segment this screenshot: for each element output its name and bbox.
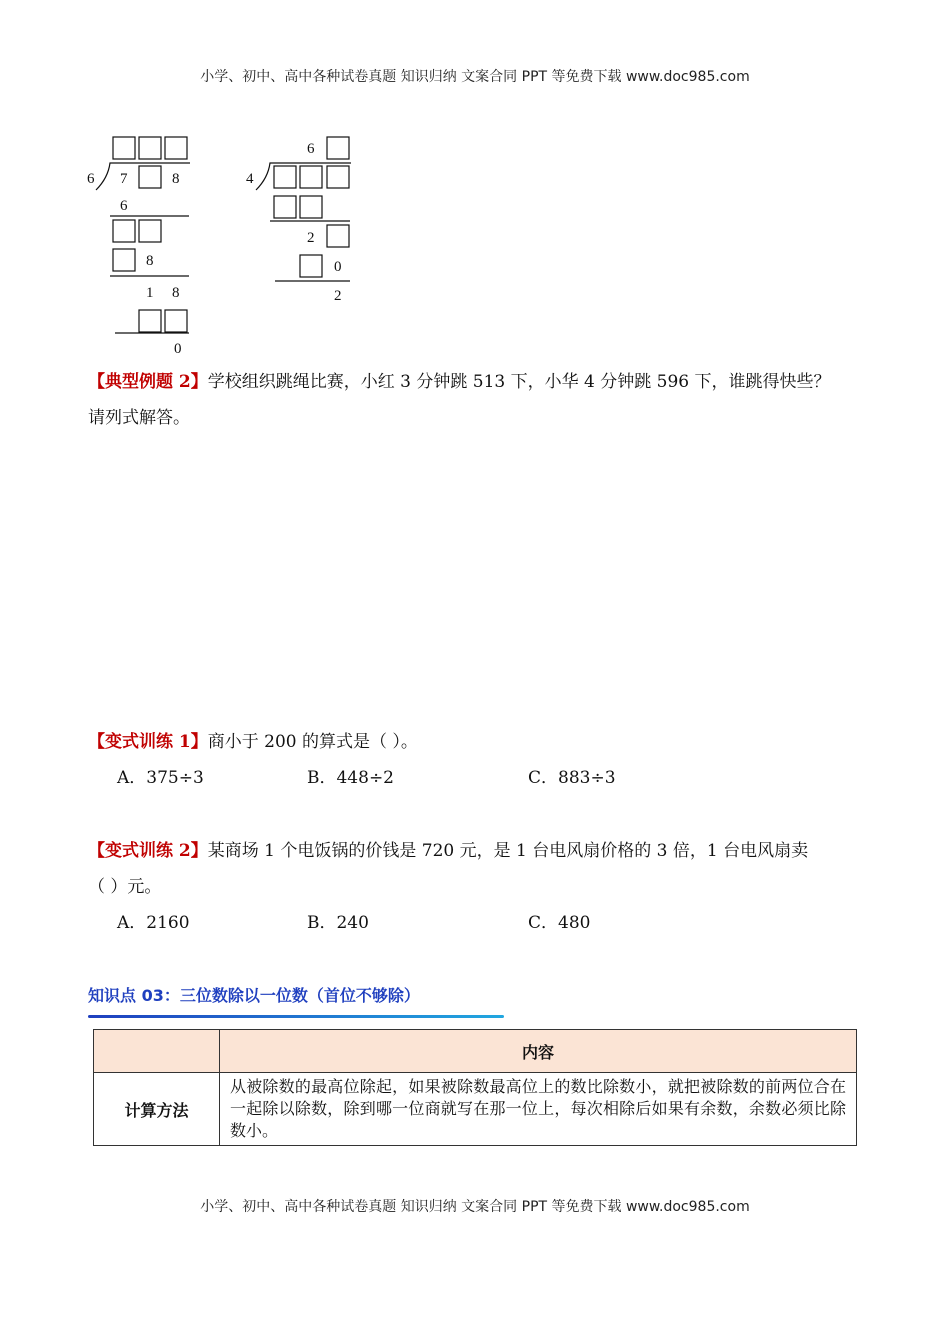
quotient-box bbox=[327, 137, 349, 159]
dividend-box bbox=[327, 166, 349, 188]
step-value: 1 bbox=[146, 285, 154, 301]
page-footer: 小学、初中、高中各种试卷真题 知识归纳 文案合同 PPT 等免费下载 www.doc985.com bbox=[200, 1199, 750, 1215]
page-header: 小学、初中、高中各种试卷真题 知识归纳 文案合同 PPT 等免费下载 www.doc985.com bbox=[200, 69, 750, 85]
quotient-digit: 6 bbox=[307, 141, 315, 157]
divisor: 6 bbox=[87, 171, 95, 187]
dividend-digit: 7 bbox=[120, 171, 128, 187]
step-box bbox=[300, 196, 322, 218]
option-a: A．2160 bbox=[117, 913, 190, 933]
step-box bbox=[274, 196, 296, 218]
dividend-box bbox=[139, 166, 161, 188]
table-row bbox=[94, 1073, 857, 1146]
step-box bbox=[139, 220, 161, 242]
variant-question: 某商场 1 个电饭锅的价钱是 720 元，是 1 台电风扇价格的 3 倍，1 台电风扇卖 bbox=[207, 841, 809, 861]
option-b: B．240 bbox=[307, 913, 369, 933]
example-2 bbox=[88, 370, 831, 394]
variant-tag: 【变式训练 1】 bbox=[88, 732, 208, 752]
dividend-digit: 8 bbox=[172, 171, 180, 187]
division-puzzle-2 bbox=[246, 137, 351, 304]
table-header-row bbox=[94, 1030, 857, 1073]
division-puzzle-1 bbox=[87, 137, 190, 357]
step-box bbox=[300, 255, 322, 277]
divisor: 4 bbox=[246, 171, 254, 187]
option-c: C．480 bbox=[528, 913, 591, 933]
table-header-empty bbox=[94, 1030, 220, 1073]
quotient-box-3 bbox=[165, 137, 187, 159]
example-tag: 【典型例题 2】 bbox=[88, 372, 208, 392]
step-value: 8 bbox=[172, 285, 180, 301]
variant-1 bbox=[88, 730, 418, 754]
step-box bbox=[327, 225, 349, 247]
variant-tag: 【变式训练 2】 bbox=[88, 841, 208, 861]
step-box bbox=[113, 249, 135, 271]
quotient-box-2 bbox=[139, 137, 161, 159]
option-c: C．883÷3 bbox=[528, 768, 616, 788]
step-box bbox=[165, 310, 187, 332]
variant-question: 商小于 200 的算式是（ ）。 bbox=[207, 732, 418, 752]
row-content: 从被除数的最高位除起，如果被除数最高位上的数比除数小，就把被除数的前两位合在一起除以除数，除到哪一位商就写在那一位上，每次相除后如果有余数，余数必须比除数小。 bbox=[220, 1073, 857, 1146]
remainder: 2 bbox=[334, 288, 342, 304]
step-box bbox=[113, 220, 135, 242]
table-header-content: 内容 bbox=[220, 1030, 857, 1073]
option-b: B．448÷2 bbox=[307, 768, 395, 788]
remainder: 0 bbox=[174, 341, 182, 357]
example-2-line2: 请列式解答。 bbox=[88, 408, 190, 428]
knowledge-table bbox=[93, 1029, 857, 1146]
step-box bbox=[139, 310, 161, 332]
example-text: 学校组织跳绳比赛，小红 3 分钟跳 513 下，小华 4 分钟跳 596 下，谁跳得快些？ bbox=[207, 372, 831, 392]
dividend-box bbox=[274, 166, 296, 188]
step-value: 6 bbox=[120, 198, 128, 214]
title-underline bbox=[88, 1015, 504, 1018]
step-value: 0 bbox=[334, 259, 342, 275]
step-value: 8 bbox=[146, 253, 154, 269]
dividend-box bbox=[300, 166, 322, 188]
division-puzzles bbox=[0, 0, 950, 360]
knowledge-point-title: 知识点 03：三位数除以一位数（首位不够除） bbox=[88, 986, 420, 1005]
quotient-box-1 bbox=[113, 137, 135, 159]
step-value: 2 bbox=[307, 230, 315, 246]
variant-2-line2: （ ）元。 bbox=[88, 877, 162, 897]
variant-2 bbox=[88, 839, 808, 863]
option-a: A．375÷3 bbox=[117, 768, 204, 788]
row-label: 计算方法 bbox=[94, 1073, 220, 1146]
